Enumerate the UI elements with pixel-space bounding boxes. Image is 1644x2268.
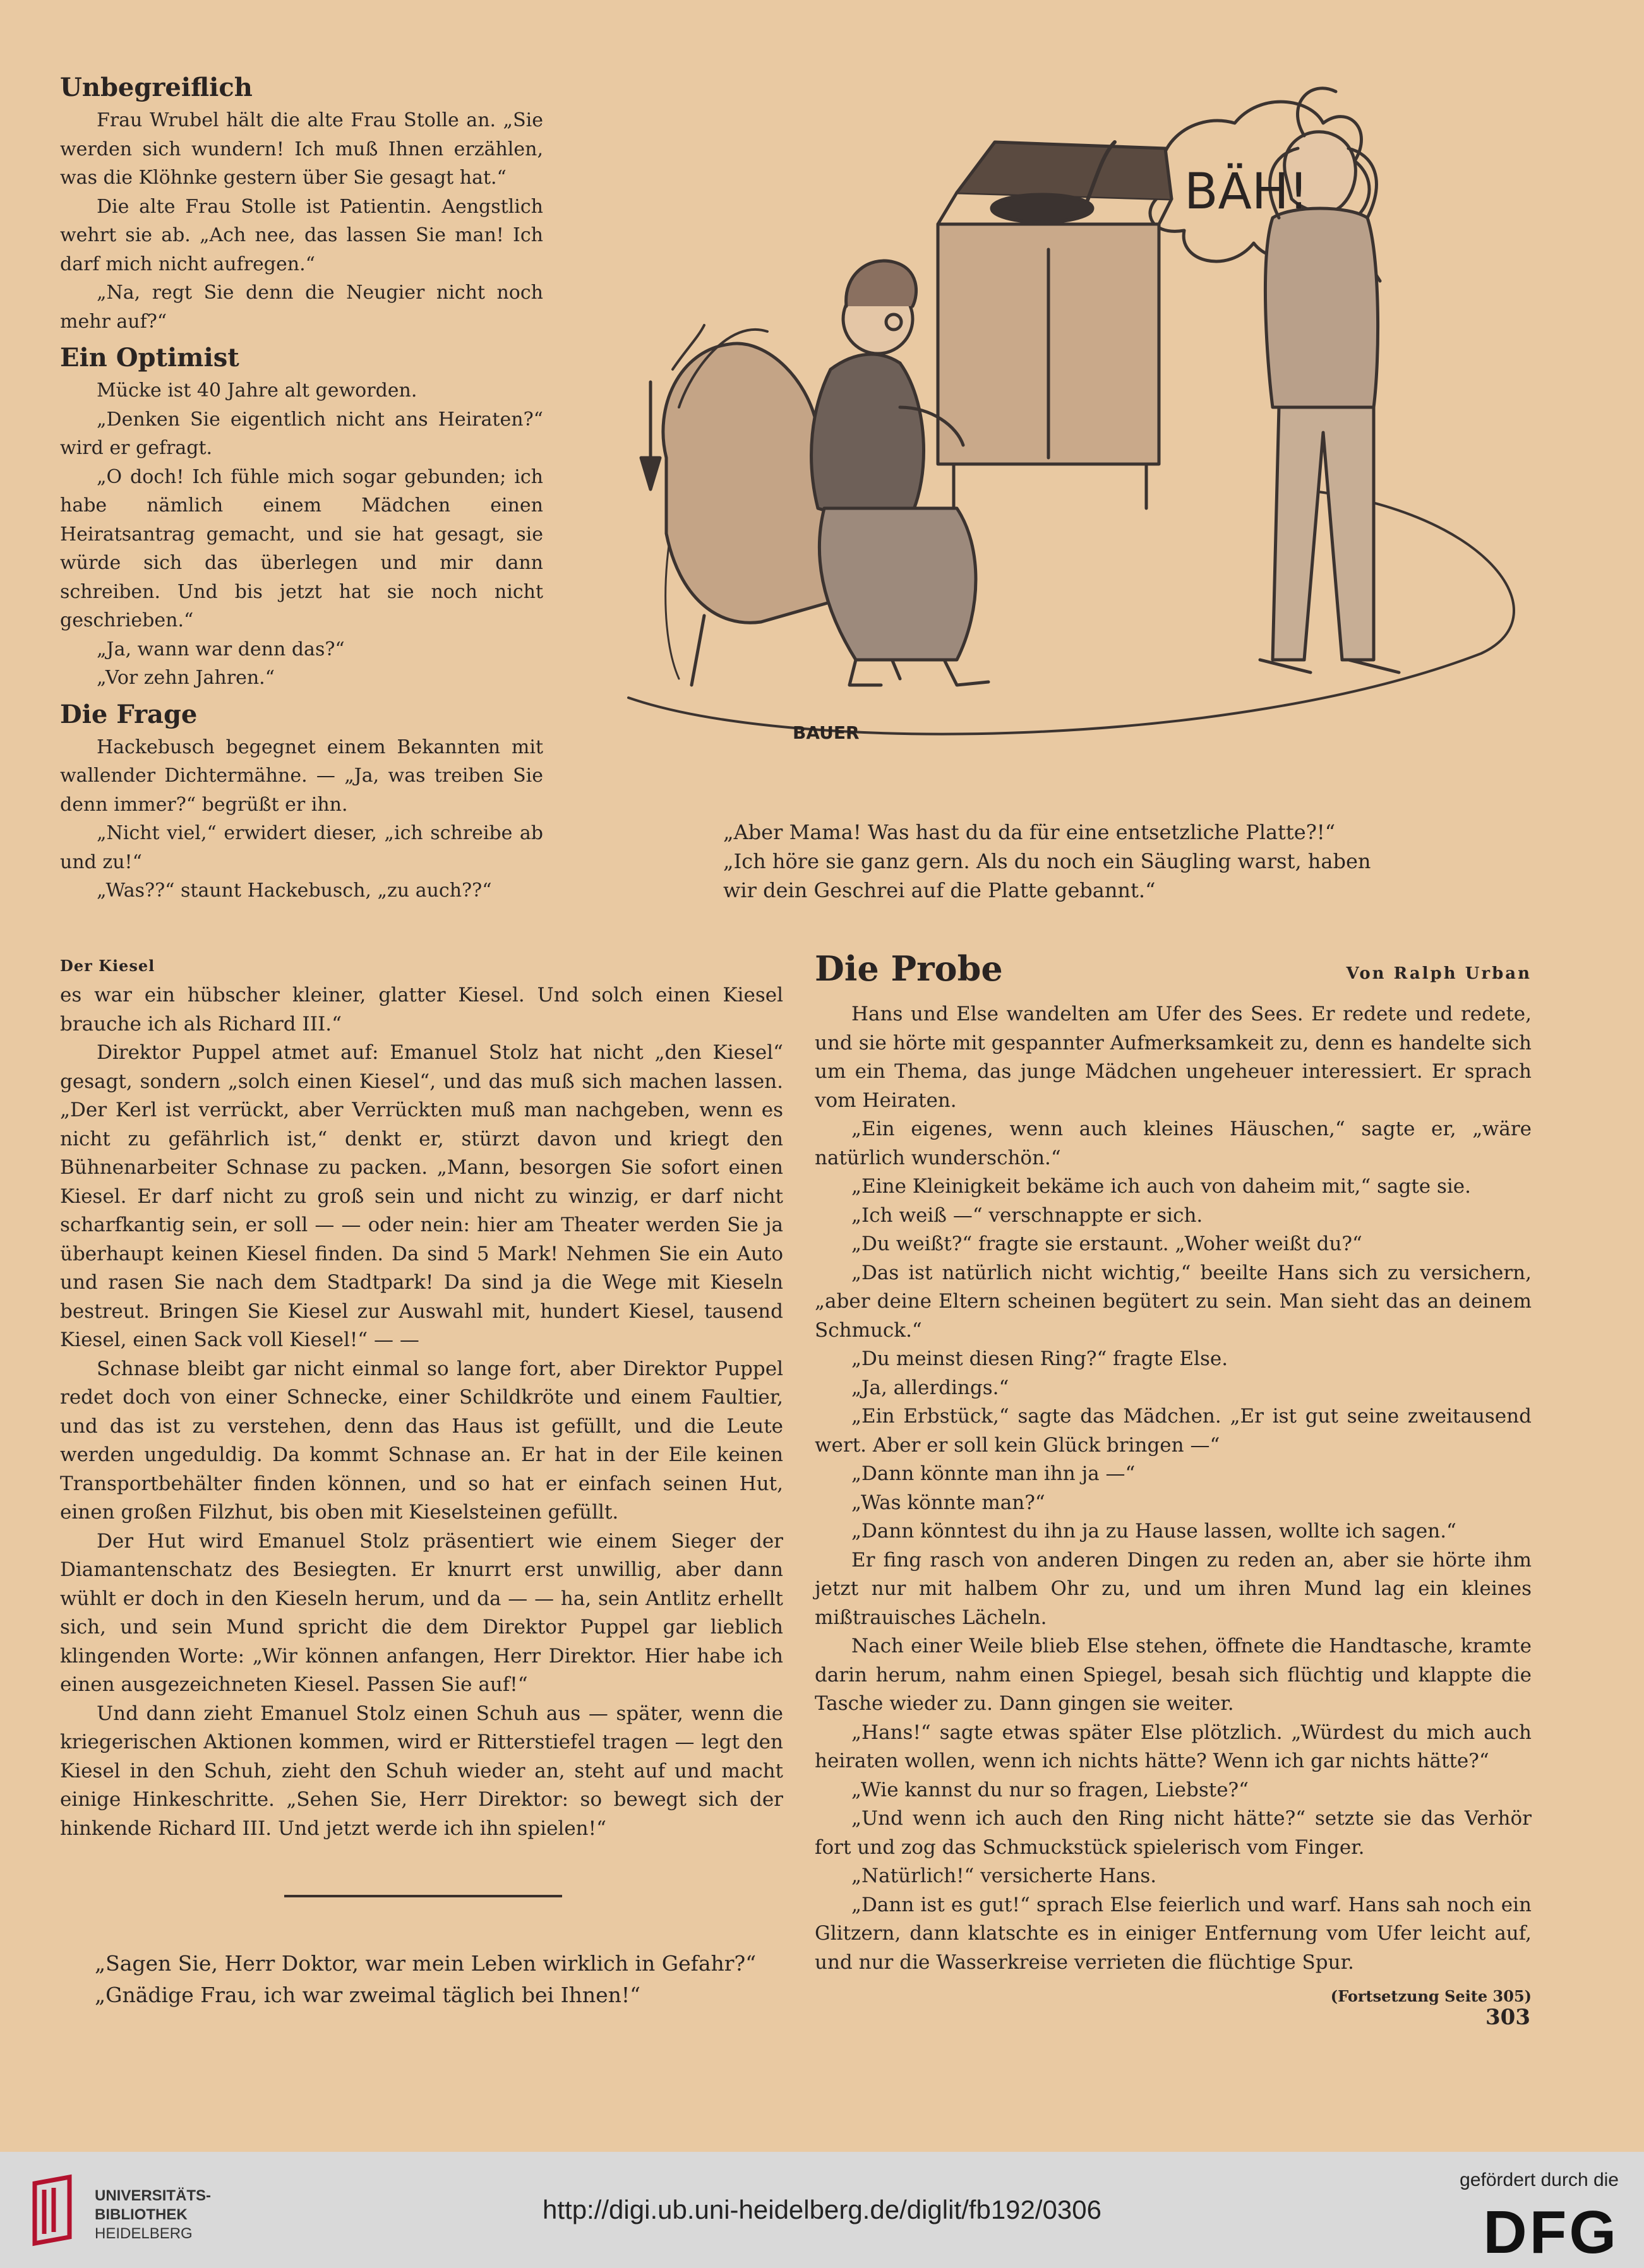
paragraph: „Und wenn ich auch den Ring nicht hätte?“ setzte sie das Verhör fort und zog das Schmuckstück spielerisch vom Finger. (815, 1807, 1532, 1859)
paragraph: Er fing rasch von anderen Dingen zu reden an, aber sie hörte ihm jetzt nur mit halbem Ohr zu, und um ihren Mund lag ein kleines mißtrauisches Lächeln. (815, 1548, 1532, 1629)
paragraph: „Ja, allerdings.“ (851, 1376, 1009, 1399)
caption-line: „Ich höre sie ganz gern. Als du noch ein Säugling warst, haben (723, 849, 1371, 873)
paragraph: „Das ist natürlich nicht wichtig,“ beeilte Hans sich zu versichern, „aber deine Eltern scheinen begütert zu sein. Man sieht das an deinem Schmuck.“ (815, 1261, 1532, 1342)
section-title: Unbegreiflich (60, 73, 253, 102)
paragraph: „Du meinst diesen Ring?“ fragte Else. (851, 1347, 1228, 1370)
paragraph: „Dann könntest du ihn ja zu Hause lassen, wollte ich sagen.“ (851, 1520, 1456, 1543)
paragraph: „Ein Erbstück,“ sagte das Mädchen. „Er ist gut seine zweitausend wert. Aber er soll kein Glück bringen —“ (815, 1405, 1532, 1457)
page-number: 303 (1485, 2005, 1530, 2030)
source-url-link[interactable]: http://digi.ub.uni-heidelberg.de/diglit/fb192/0306 (543, 2195, 1101, 2224)
doctor-joke (95, 1948, 789, 2011)
paragraph: „Denken Sie eigentlich nicht ans Heiraten?“ wird er gefragt. (60, 408, 543, 459)
paragraph: Direktor Puppel atmet auf: Emanuel Stolz hat nicht „den Kiesel“ gesagt, sondern „solch einen Kiesel“, und das muß sich machen lassen. „Der Kerl ist verrückt, aber Verrückten muß man nachgeben, wenn es nicht zu gefährlich ist,“ denkt er, stürzt davon und kriegt den Bühnenarbeiter Schnase zu packen. „Mann, besorgen Sie sofort einen Kiesel. Er darf nicht zu groß sein und nicht zu winzig, er darf nicht scharfkantig sein, er soll — — oder nein: hier am Theater werden Sie ja überhaupt keinen Kiesel finden. Da sind 5 Mark! Nehmen Sie ein Auto und rasen Sie nach dem Stadtpark! Da sind ja die Wege mit Kieseln bestreut. Bringen Sie Kiesel zur Auswahl mit, hundert Kiesel, tausend Kiesel, einen Sack voll Kiesel!“ — — (60, 1041, 783, 1351)
running-heading: Der Kiesel (60, 957, 155, 975)
story-column-die-probe (815, 948, 1532, 2011)
library-name-line: HEIDELBERG (95, 2225, 193, 2242)
record (992, 194, 1093, 222)
section-title: Die Frage (60, 699, 198, 729)
paragraph: Frau Wrubel hält die alte Frau Stolle an. „Sie werden sich wundern! Ich muß Ihnen erzählen, was die Klöhnke gestern über Sie gesagt hat.“ (60, 109, 543, 189)
paragraph: Hackebusch begegnet einem Bekannten mit wallender Dichtermähne. — „Ja, was treiben Sie denn immer?“ begrüßt er ihn. (60, 736, 543, 816)
paragraph: „Natürlich!“ versicherte Hans. (851, 1865, 1157, 1887)
story-author: Von Ralph Urban (1346, 964, 1532, 983)
library-name-line: UNIVERSITÄTS- (95, 2187, 212, 2204)
paragraph: Nach einer Weile blieb Else stehen, öffnete die Handtasche, kramte darin herum, nahm einen Spiegel, besah sich flüchtig und klappte die Tasche wieder zu. Dann gingen sie weiter. (815, 1635, 1532, 1715)
paragraph: „Ein eigenes, wenn auch kleines Häuschen,“ sagte er, „wäre natürlich wunderschön.“ (815, 1118, 1532, 1169)
paragraph: „Was??“ staunt Hackebusch, „zu auch??“ (97, 880, 492, 902)
paragraph: Der Hut wird Emanuel Stolz präsentiert wie einem Sieger der Diamantenschatz des Besiegten. Er knurrt erst unwillig, aber dann wühlt er doch in den Kieseln herum, und da — — ha, sein Antlitz erhellt sich, und sein Mund spricht die dem Direktor Puppel gar lieblich klingenden Worte: „Wir können anfangen, Herr Direktor. Hier habe ich einen ausgezeichneten Kiesel. Passen Sie auf!“ (60, 1529, 783, 1696)
section-title: Ein Optimist (60, 343, 239, 373)
paragraph: „Eine Kleinigkeit bekäme ich auch von daheim mit,“ sagte sie. (851, 1175, 1471, 1198)
paragraph: „Du weißt?“ fragte sie erstaunt. „Woher weißt du?“ (851, 1232, 1362, 1255)
artist-signature: BAUER (793, 722, 860, 743)
paragraph: Hans und Else wandelten am Ufer des Sees. Er redete und redete, und sie hörte mit gespannter Aufmerksamkeit zu, denn es handelte sich um ein Thema, das junge Mädchen ungeheuer interessiert. Er sprach vom Heiraten. (815, 1003, 1532, 1112)
continuation-note: (Fortsetzung Seite 305) (1330, 1987, 1532, 2005)
joke-line: „Gnädige Frau, ich war zweimal täglich bei Ihnen!“ (95, 1983, 641, 2007)
paragraph: „Ich weiß —“ verschnappte er sich. (851, 1203, 1203, 1227)
paragraph: Die alte Frau Stolle ist Patientin. Aengstlich wehrt sie ab. „Ach nee, das lassen Sie man! Ich darf mich nicht aufregen.“ (60, 195, 543, 275)
paragraph: „Dann könnte man ihn ja —“ (851, 1462, 1136, 1485)
paragraph: Mücke ist 40 Jahre alt geworden. (97, 379, 417, 402)
paragraph: „Na, regt Sie denn die Neugier nicht noch mehr auf?“ (60, 282, 543, 333)
funded-by-label: gefördert durch die (1460, 2170, 1619, 2190)
paragraph: „Ja, wann war denn das?“ (97, 638, 345, 660)
caption-line: wir dein Geschrei auf die Platte gebannt.“ (723, 878, 1156, 902)
story-header (815, 948, 1532, 993)
cartoon-caption (723, 818, 1449, 905)
dfg-logo: DFG (1483, 2199, 1619, 2266)
story-continuation-column (60, 953, 783, 1843)
paragraph: „Nicht viel,“ erwidert dieser, „ich schreibe ab und zu!“ (60, 822, 543, 873)
paragraph: „Dann ist es gut!“ sprach Else feierlich und warf. Hans sah noch ein Glitzern, dann klatschte es in einiger Entfernung vom Ufer leicht auf, und nur die Wasserkreise verrieten die flüchtige Spur. (815, 1893, 1532, 1974)
paragraph: „Vor zehn Jahren.“ (97, 667, 275, 689)
caption-line: „Aber Mama! Was hast du da für eine entsetzliche Platte?!“ (723, 820, 1336, 844)
paragraph: „Was könnte man?“ (851, 1491, 1045, 1514)
paragraph: „Wie kannst du nur so fragen, Liebste?“ (851, 1778, 1249, 1801)
paragraph: es war ein hübscher kleiner, glatter Kiesel. Und solch einen Kiesel brauche ich als Richard III.“ (60, 984, 783, 1036)
joke-line: „Sagen Sie, Herr Doktor, war mein Leben wirklich in Gefahr?“ (95, 1951, 757, 1976)
library-name-line: BIBLIOTHEK (95, 2206, 188, 2223)
paragraph: Und dann zieht Emanuel Stolz einen Schuh aus — später, wenn die kriegerischen Aktionen kommen, wird er Ritterstiefel tragen — legt den Kiesel in den Schuh, zieht den Schuh wieder an, steht auf und macht einige Hinkeschritte. „Sehen Sie, Herr Direktor: so bewegt sich der hinkende Richard III. Und jetzt werde ich ihn spielen!“ (60, 1702, 783, 1840)
paragraph: „O doch! Ich fühle mich sogar gebunden; ich habe nämlich einem Mädchen einen Heiratsantrag gemacht, und sie hat gesagt, sie würde sich das überlegen und mir dann schreiben. Und bis jetzt hat sie noch nicht geschrieben.“ (60, 465, 543, 631)
cartoon-illustration (603, 54, 1551, 761)
paragraph: Schnase bleibt gar nicht einmal so lange fort, aber Direktor Puppel redet doch von einer Schnecke, einer Schildkröte und einem Faultier, und das ist zu verstehen, denn das Haus ist gefüllt, und die Leute werden ungeduldig. Da kommt Schnase an. Er hat in der Eile keinen Transportbehälter finden können, und so hat er einfach seinen Hut, einen großen Filzhut, bis oben mit Kieselsteinen gefüllt. (60, 1357, 783, 1524)
story-title: Die Probe (815, 948, 1003, 989)
speech-text: BÄH! (1184, 164, 1309, 220)
digitization-footer (0, 2152, 1644, 2268)
paragraph: „Hans!“ sagte etwas später Else plötzlich. „Würdest du mich auch heiraten wollen, wenn ich nichts hätte? Wenn ich gar nichts hätte?“ (815, 1721, 1532, 1772)
section-divider (284, 1895, 562, 1897)
short-jokes-column (60, 71, 543, 905)
